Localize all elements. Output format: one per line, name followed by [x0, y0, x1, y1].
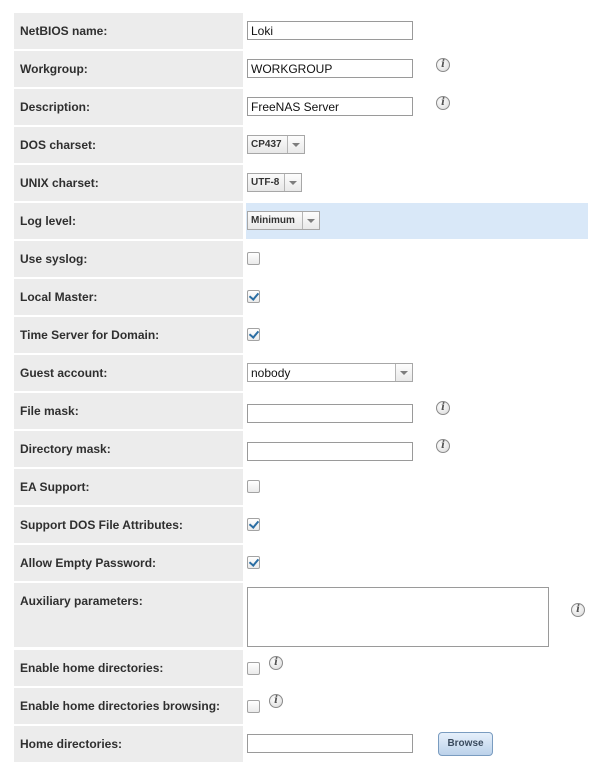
- use-syslog-checkbox[interactable]: [247, 252, 260, 265]
- empty-password-label: Allow Empty Password:: [20, 556, 157, 570]
- row-unix-charset: [14, 165, 588, 201]
- empty-password-checkbox[interactable]: [247, 556, 260, 569]
- unix-charset-value: UTF-8: [251, 177, 280, 188]
- home-directories-input[interactable]: [247, 734, 413, 753]
- time-server-checkbox[interactable]: [247, 328, 260, 341]
- row-aux-params: [14, 583, 588, 647]
- local-master-checkbox[interactable]: [247, 290, 260, 303]
- home-dirs-label: Enable home directories:: [20, 661, 164, 675]
- home-dirs-checkbox[interactable]: [247, 662, 260, 675]
- netbios-name-input[interactable]: Loki: [247, 21, 413, 40]
- workgroup-help-icon[interactable]: i: [436, 58, 450, 72]
- aux-params-textarea[interactable]: [247, 587, 549, 647]
- file-mask-help-icon[interactable]: i: [436, 401, 450, 415]
- directory-mask-input[interactable]: [247, 442, 413, 461]
- directory-mask-help-icon[interactable]: i: [436, 439, 450, 453]
- netbios-name-label: NetBIOS name:: [20, 24, 108, 38]
- log-level-value: Minimum: [251, 215, 295, 226]
- row-time-server: [14, 317, 588, 353]
- local-master-label: Local Master:: [20, 290, 98, 304]
- chevron-down-icon: [302, 212, 319, 229]
- log-level-select[interactable]: [247, 211, 320, 230]
- row-home-dirs: [14, 650, 588, 686]
- row-home-dirs-browsing: [14, 688, 588, 724]
- log-level-label: Log level:: [20, 214, 77, 228]
- guest-account-select[interactable]: [247, 363, 413, 382]
- unix-charset-label: UNIX charset:: [20, 176, 99, 190]
- row-directory-mask: [14, 431, 588, 467]
- dos-attributes-checkbox[interactable]: [247, 518, 260, 531]
- chevron-down-icon: [284, 174, 301, 191]
- time-server-label: Time Server for Domain:: [20, 328, 160, 342]
- home-dirs-browsing-label: Enable home directories browsing:: [20, 699, 221, 713]
- row-local-master: [14, 279, 588, 315]
- ea-support-label: EA Support:: [20, 480, 90, 494]
- row-description: [14, 89, 588, 125]
- row-guest-account: [14, 355, 588, 391]
- row-ea-support: [14, 469, 588, 505]
- dos-attributes-label: Support DOS File Attributes:: [20, 518, 183, 532]
- ea-support-checkbox[interactable]: [247, 480, 260, 493]
- home-dirs-help-icon[interactable]: i: [269, 656, 283, 670]
- aux-params-help-icon[interactable]: i: [571, 603, 585, 617]
- browse-button[interactable]: Browse: [438, 732, 493, 756]
- chevron-down-icon: [287, 136, 304, 153]
- description-help-icon[interactable]: i: [436, 96, 450, 110]
- use-syslog-label: Use syslog:: [20, 252, 88, 266]
- row-workgroup: [14, 51, 588, 87]
- guest-account-label: Guest account:: [20, 366, 108, 380]
- file-mask-label: File mask:: [20, 404, 79, 418]
- file-mask-input[interactable]: [247, 404, 413, 423]
- dos-charset-label: DOS charset:: [20, 138, 97, 152]
- chevron-down-icon: [395, 364, 412, 381]
- row-netbios-name: [14, 13, 588, 49]
- row-dos-charset: [14, 127, 588, 163]
- aux-params-label: Auxiliary parameters:: [20, 594, 143, 608]
- row-file-mask: [14, 393, 588, 429]
- home-directories-label: Home directories:: [20, 737, 123, 751]
- dos-charset-select[interactable]: [247, 135, 305, 154]
- workgroup-label: Workgroup:: [20, 62, 88, 76]
- home-dirs-browsing-checkbox[interactable]: [247, 700, 260, 713]
- unix-charset-select[interactable]: [247, 173, 302, 192]
- guest-account-value: nobody: [251, 366, 291, 380]
- home-dirs-browsing-help-icon[interactable]: i: [269, 694, 283, 708]
- description-input[interactable]: FreeNAS Server: [247, 97, 413, 116]
- dos-charset-value: CP437: [251, 139, 282, 150]
- description-label: Description:: [20, 100, 91, 114]
- row-log-level: [14, 203, 588, 239]
- row-home-directories: [14, 726, 588, 762]
- workgroup-input[interactable]: WORKGROUP: [247, 59, 413, 78]
- row-dos-attributes: [14, 507, 588, 543]
- row-use-syslog: [14, 241, 588, 277]
- row-empty-password: [14, 545, 588, 581]
- directory-mask-label: Directory mask:: [20, 442, 111, 456]
